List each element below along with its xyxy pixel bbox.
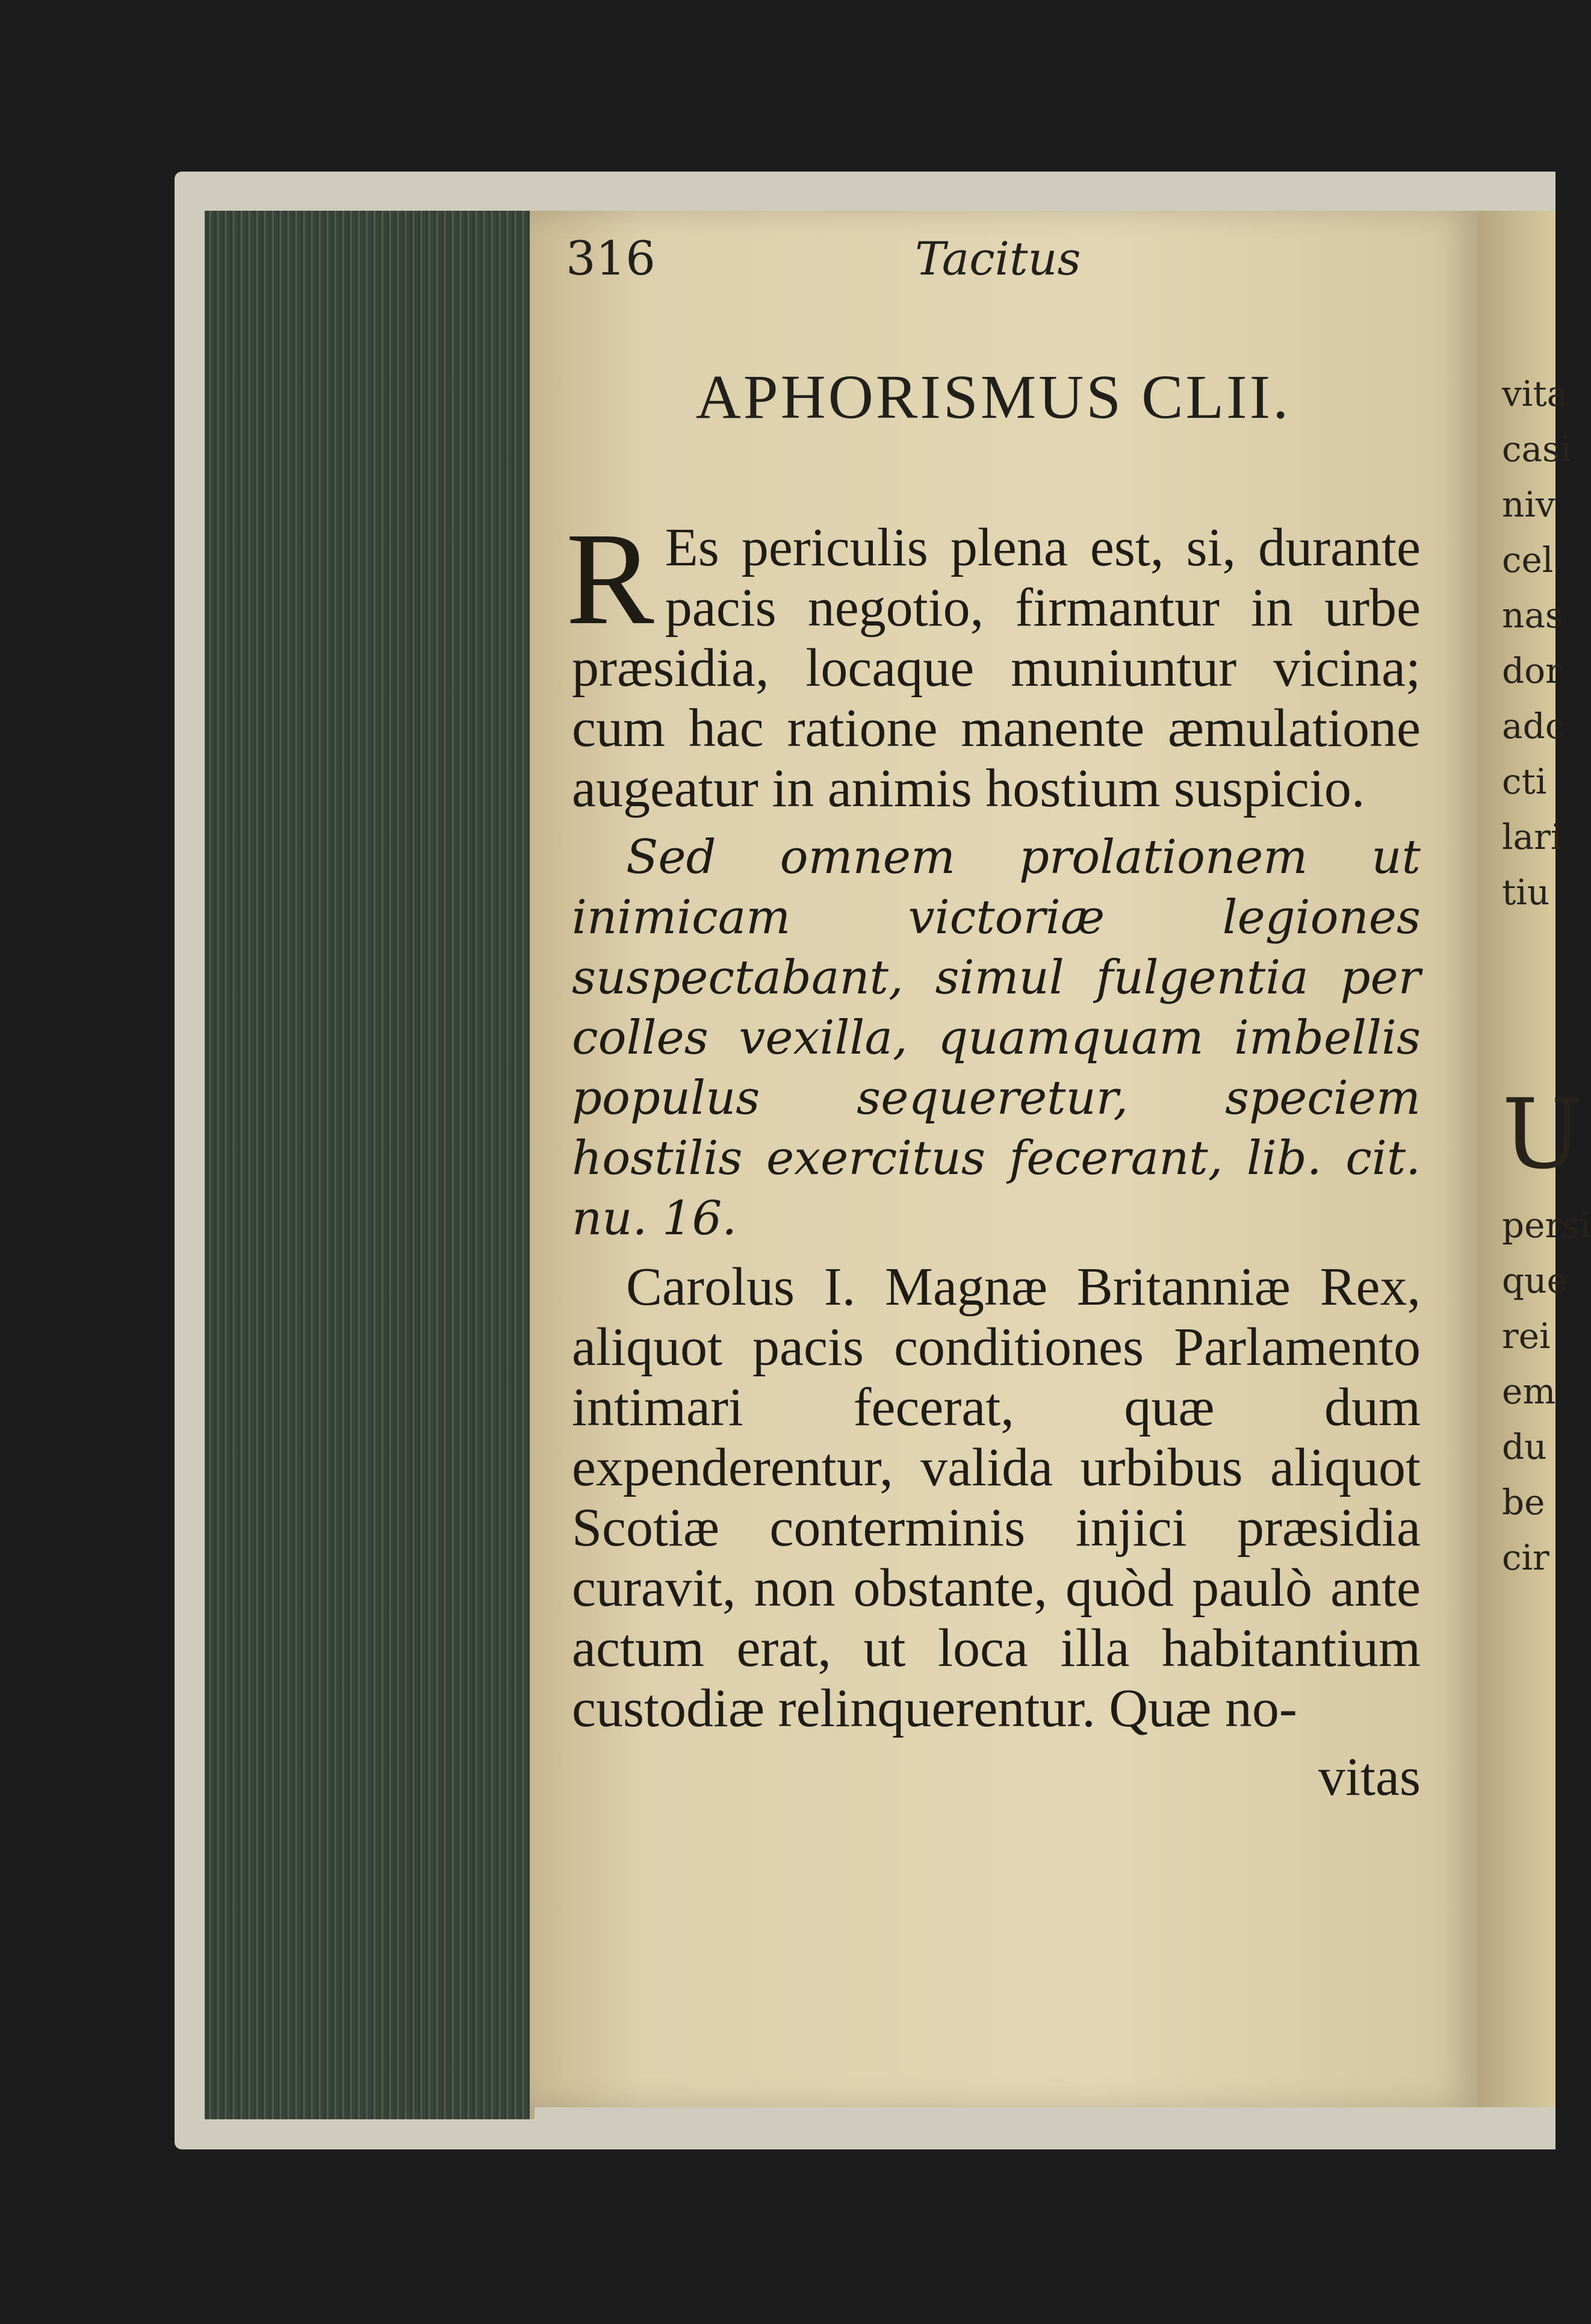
catchword: vitas <box>1318 1747 1421 1807</box>
facing-page <box>1478 211 1591 2107</box>
facing-fragment: U <box>1502 1078 1583 1190</box>
facing-fragment: rei <box>1502 1316 1551 1356</box>
page-header <box>566 232 1421 304</box>
facing-fragment: casi <box>1502 429 1572 470</box>
paragraph-1-text: Es periculis plena est, si, durante pacis negotio, firmantur in urbe præsidia, locaque muniuntur vicina; cum hac ratione manente æmulatione augeatur in animis hostium suspicio. <box>572 518 1421 818</box>
facing-fragment: cel <box>1502 539 1554 580</box>
page-block-edge <box>205 211 535 2119</box>
facing-fragment: du <box>1502 1426 1547 1467</box>
facing-fragment: niv <box>1502 484 1555 525</box>
facing-fragment: dor <box>1502 650 1562 691</box>
facing-fragment: vita <box>1502 373 1568 414</box>
drop-cap: R <box>566 505 654 652</box>
facing-fragment: cir <box>1502 1537 1549 1578</box>
body-text <box>566 505 1421 1816</box>
paragraph-3: Carolus I. Magnæ Britanniæ Rex, aliquot pacis conditiones Parlamento intimari fecerat, quæ dum expenderentur, valida urbibus aliquot Scotiæ conterminis injici præsidia curavit, non obstante, quòd paulò ante actum erat, ut loca illa habitantium custodiæ relinquerentur. Quæ no- <box>572 1257 1421 1738</box>
aphorism-title: APHORISMUS CLII. <box>695 362 1291 432</box>
facing-fragment: adc <box>1502 706 1565 747</box>
facing-fragment: tiu <box>1502 872 1550 913</box>
facing-fragment: em <box>1502 1371 1556 1412</box>
running-head: Tacitus <box>915 232 1081 285</box>
facing-fragment: lari <box>1502 816 1562 857</box>
facing-fragment: be <box>1502 1482 1545 1523</box>
paragraph-1 <box>566 505 1421 819</box>
facing-fragment: persi <box>1502 1205 1591 1246</box>
paragraph-2-quote: Sed omnem prolationem ut inimicam victoriæ legiones suspectabant, simul fulgentia per colles vexilla, quamquam imbellis populus sequeretur, speciem hostilis exercitus fecerant, lib. cit. nu. 16. <box>572 830 1421 1246</box>
facing-fragment: nas <box>1502 595 1563 636</box>
facing-fragment: cti <box>1502 761 1547 802</box>
page-number: 316 <box>566 232 656 286</box>
facing-fragment: que <box>1502 1260 1568 1301</box>
